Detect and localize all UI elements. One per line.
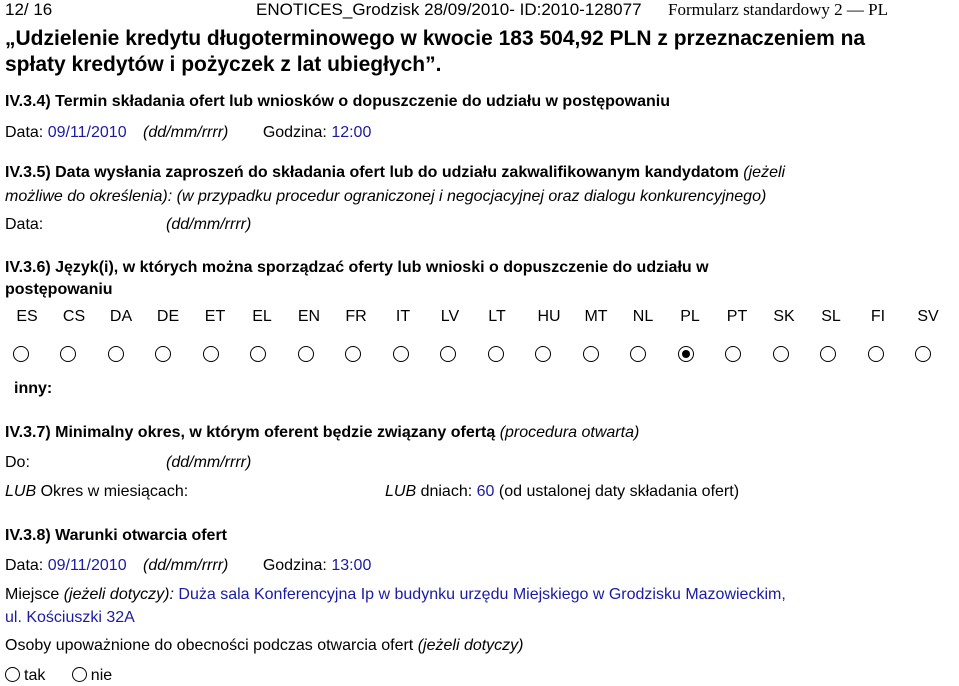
title-line-1: „Udzielenie kredytu długoterminowego w kwocie 183 504,92 PLN z przeznaczeniem na bbox=[5, 27, 866, 50]
lang-radio-fr[interactable] bbox=[345, 346, 361, 362]
lang-radio-fi[interactable] bbox=[868, 346, 884, 362]
lang-radio-pl[interactable] bbox=[678, 346, 694, 362]
lang-radio-nl[interactable] bbox=[630, 346, 646, 362]
lang-radio-en[interactable] bbox=[298, 346, 314, 362]
opening-place-cont: ul. Kościuszki 32A bbox=[5, 609, 135, 626]
language-radios bbox=[0, 346, 959, 364]
section-heading-4: IV.3.4) Termin składania ofert lub wniosków o dopuszczenie do udziału w postępowaniu bbox=[5, 93, 670, 110]
lang-radio-et[interactable] bbox=[203, 346, 219, 362]
section-heading-7: IV.3.7) Minimalny okres, w którym oferent będzie związany ofertą (procedura otwarta) bbox=[5, 424, 640, 441]
lang-label: SK bbox=[773, 308, 795, 325]
do-label: Do: bbox=[5, 454, 30, 471]
lang-radio-cs[interactable] bbox=[60, 346, 76, 362]
lang-label: EN bbox=[297, 308, 321, 325]
lang-label: FR bbox=[345, 308, 367, 325]
section-heading-6-cont: postępowaniu bbox=[5, 281, 113, 298]
opening-date-row: Data: 09/11/2010 (dd/mm/rrrr) Godzina: 13:00 bbox=[5, 557, 372, 574]
lang-label: LV bbox=[440, 308, 460, 325]
authorized-persons-row: Osoby upoważnione do obecności podczas otwarcia ofert (jeżeli dotyczy) bbox=[5, 637, 524, 654]
lang-radio-mt[interactable] bbox=[583, 346, 599, 362]
lang-label: LT bbox=[488, 308, 506, 325]
form-name: Formularz standardowy 2 — PL bbox=[668, 0, 889, 19]
do-date-format: (dd/mm/rrrr) bbox=[166, 454, 252, 471]
lang-label: CS bbox=[62, 308, 86, 325]
lang-radio-sv[interactable] bbox=[915, 346, 931, 362]
notice-id: ENOTICES_Grodzisk 28/09/2010- ID:2010-128077 bbox=[256, 0, 642, 19]
deadline-date-row bbox=[5, 124, 371, 142]
lang-radio-it[interactable] bbox=[393, 346, 409, 362]
months-row: LUB Okres w miesiącach: bbox=[5, 483, 189, 500]
lang-radio-es[interactable] bbox=[13, 346, 29, 362]
lang-label: PL bbox=[680, 308, 700, 325]
time-value: 12:00 bbox=[331, 124, 372, 141]
lang-radio-lv[interactable] bbox=[440, 346, 456, 362]
lang-label: PT bbox=[726, 308, 748, 325]
lang-radio-hu[interactable] bbox=[535, 346, 551, 362]
lang-radio-pt[interactable] bbox=[725, 346, 741, 362]
lang-label: DA bbox=[109, 308, 133, 325]
lang-label: MT bbox=[584, 308, 608, 325]
lang-label: DE bbox=[156, 308, 180, 325]
no-radio[interactable] bbox=[72, 667, 87, 682]
lang-radio-sl[interactable] bbox=[820, 346, 836, 362]
lang-label: NL bbox=[632, 308, 654, 325]
lang-radio-sk[interactable] bbox=[773, 346, 789, 362]
date-value: 09/11/2010 bbox=[47, 124, 127, 141]
title-line-2: spłaty kredytów i pożyczek z lat ubiegłych”. bbox=[5, 53, 442, 76]
lang-label: IT bbox=[395, 308, 411, 325]
time-label: Godzina: bbox=[262, 124, 327, 141]
lang-radio-da[interactable] bbox=[108, 346, 124, 362]
yes-radio[interactable] bbox=[5, 667, 20, 682]
yes-no-options: tak nie bbox=[5, 667, 112, 685]
lang-radio-el[interactable] bbox=[250, 346, 266, 362]
section-heading-8: IV.3.8) Warunki otwarcia ofert bbox=[5, 527, 227, 544]
section-5-note: możliwe do określenia): (w przypadku procedur ograniczonej i negocjacyjnej oraz dialogu konkurencyjnego) bbox=[5, 188, 767, 205]
date-label: Data: bbox=[5, 124, 44, 141]
date-format: (dd/mm/rrrr) bbox=[143, 124, 229, 141]
language-labels bbox=[0, 308, 959, 330]
lang-label: SL bbox=[821, 308, 841, 325]
invite-date-format: (dd/mm/rrrr) bbox=[166, 216, 252, 233]
lang-radio-lt[interactable] bbox=[488, 346, 504, 362]
opening-place-row: Miejsce (jeżeli dotyczy): Duża sala Konferencyjna Ip w budynku urzędu Miejskiego w Grodzisku Mazowieckim, bbox=[5, 586, 786, 603]
lang-label: ES bbox=[16, 308, 38, 325]
other-language-label: inny: bbox=[14, 380, 53, 397]
section-heading-6: IV.3.6) Język(i), w których można sporządzać oferty lub wnioski o dopuszczenie do udziału w bbox=[5, 259, 709, 276]
lang-radio-de[interactable] bbox=[155, 346, 171, 362]
days-row: LUB dniach: 60 (od ustalonej daty składania ofert) bbox=[385, 483, 740, 500]
days-value: 60 bbox=[476, 483, 495, 500]
lang-label: EL bbox=[252, 308, 272, 325]
lang-label: HU bbox=[537, 308, 561, 325]
section-heading-5: IV.3.5) Data wysłania zaproszeń do składania ofert lub do udziału zakwalifikowanym kandydatom (jeżeli bbox=[5, 164, 786, 181]
lang-label: FI bbox=[870, 308, 886, 325]
lang-label: SV bbox=[917, 308, 939, 325]
lang-label: ET bbox=[204, 308, 226, 325]
page-number: 12/ 16 bbox=[5, 0, 53, 19]
invite-date-label: Data: bbox=[5, 216, 44, 233]
